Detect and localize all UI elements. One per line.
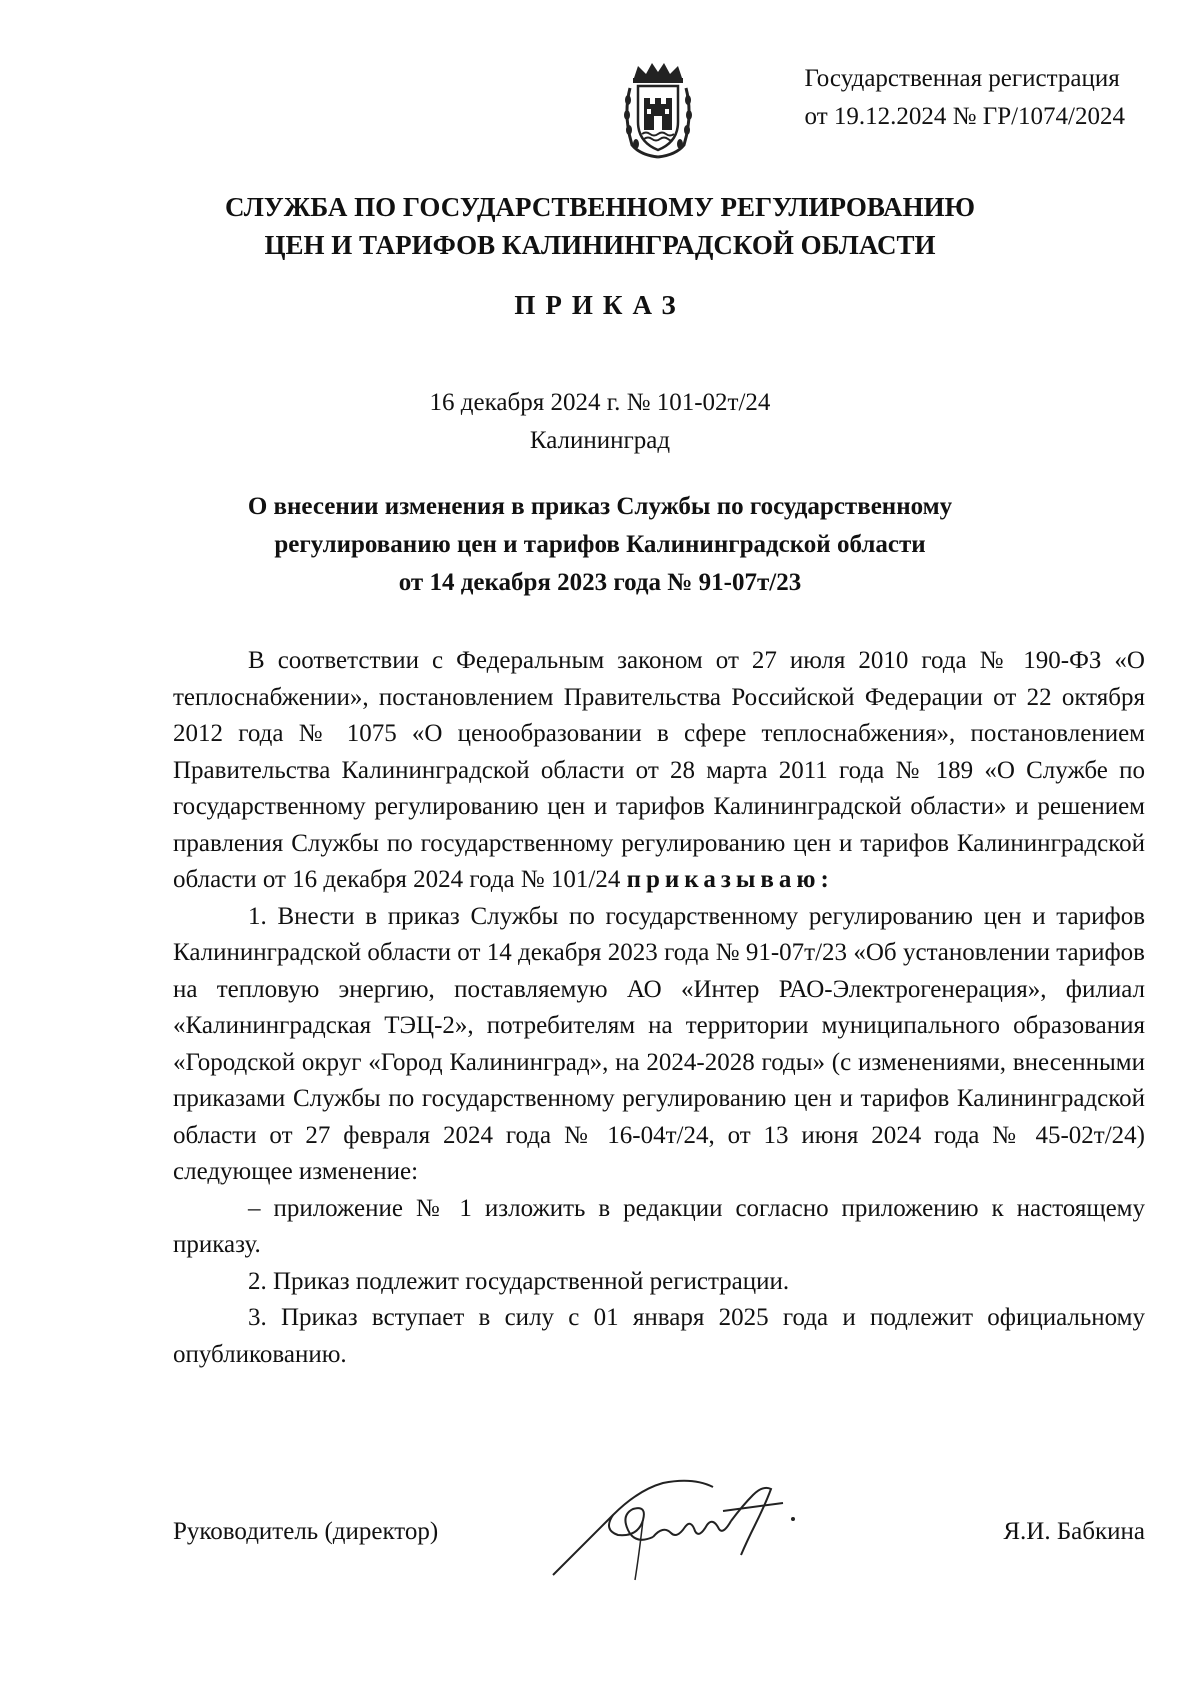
signatory-name: Я.И. Бабкина [1003, 1518, 1145, 1545]
item-2-paragraph: 2. Приказ подлежит государственной регистрации. [248, 1267, 790, 1295]
order-meta [0, 384, 1200, 460]
subject-line-2: регулированию цен и тарифов Калининградской области [274, 531, 926, 558]
coat-of-arms-icon [620, 60, 696, 160]
signatory-position: Руководитель (директор) [173, 1518, 439, 1545]
order-date-number: 16 декабря 2024 г. № 101-02т/24 [429, 389, 771, 416]
order-subject [0, 488, 1200, 602]
agency-header [0, 188, 1200, 264]
handwritten-signature-icon [543, 1475, 833, 1585]
item-1-paragraph: 1. Внести в приказ Службы по государственному регулированию цен и тарифов Калининградской области от 14 декабря 2023 года № 91-07т/23 «Об установлении тарифов на тепловую энергию, поставляемую АО «Интер РАО-Электрогенерация», филиал «Калининградская ТЭЦ-2», потребителям на территории муниципального образования «Городской округ «Город Калининград», на 2024-2028 годы» (с изменениями, внесенными приказами Службы по государственному регулированию цен и тарифов Калининградской области от 27 февраля 2024 года № 16-04т/24, от 13 июня 2024 года № 45-02т/24) следующее изменение: [173, 902, 1145, 1185]
agency-line-2: ЦЕН И ТАРИФОВ КАЛИНИНГРАДСКОЙ ОБЛАСТИ [264, 230, 936, 260]
item-3-paragraph: 3. Приказ вступает в силу с 01 января 2025 года и подлежит официальному опубликованию. [173, 1304, 1145, 1368]
registration-block [805, 60, 1125, 136]
agency-line-1: СЛУЖБА ПО ГОСУДАРСТВЕННОМУ РЕГУЛИРОВАНИЮ [224, 192, 976, 222]
preamble-paragraph [173, 643, 1145, 899]
preamble-text: В соответствии с Федеральным законом от 27 июля 2010 года № 190-ФЗ «О теплоснабжении», постановлением Правительства Российской Федерации от 22 октября 2012 года № 1075 «О ценообразовании в сфере теплоснабжения», постановлением Правительства Калининградской области от 28 марта 2011 года № 189 «О Службе по государственному регулированию цен и тарифов Калининградской области» и решением правления Службы по государственному регулированию цен и тарифов Калининградской области от 16 декабря 2024 года № 101/24 [173, 647, 1145, 893]
registration-line-1: Государственная регистрация [804, 65, 1120, 92]
order-city: Калининград [529, 427, 671, 454]
subject-line-3: от 14 декабря 2023 года № 91-07т/23 [398, 569, 802, 596]
order-body [173, 643, 1145, 1373]
order-title: ПРИКАЗ [514, 290, 686, 320]
subject-line-1: О внесении изменения в приказ Службы по государственному [247, 493, 953, 520]
registration-line-2: от 19.12.2024 № ГР/1074/2024 [804, 103, 1125, 130]
order-word: приказываю: [626, 866, 834, 893]
signature-row [173, 1475, 1145, 1595]
item-1-sub-paragraph: – приложение № 1 изложить в редакции согласно приложению к настоящему приказу. [173, 1194, 1145, 1258]
